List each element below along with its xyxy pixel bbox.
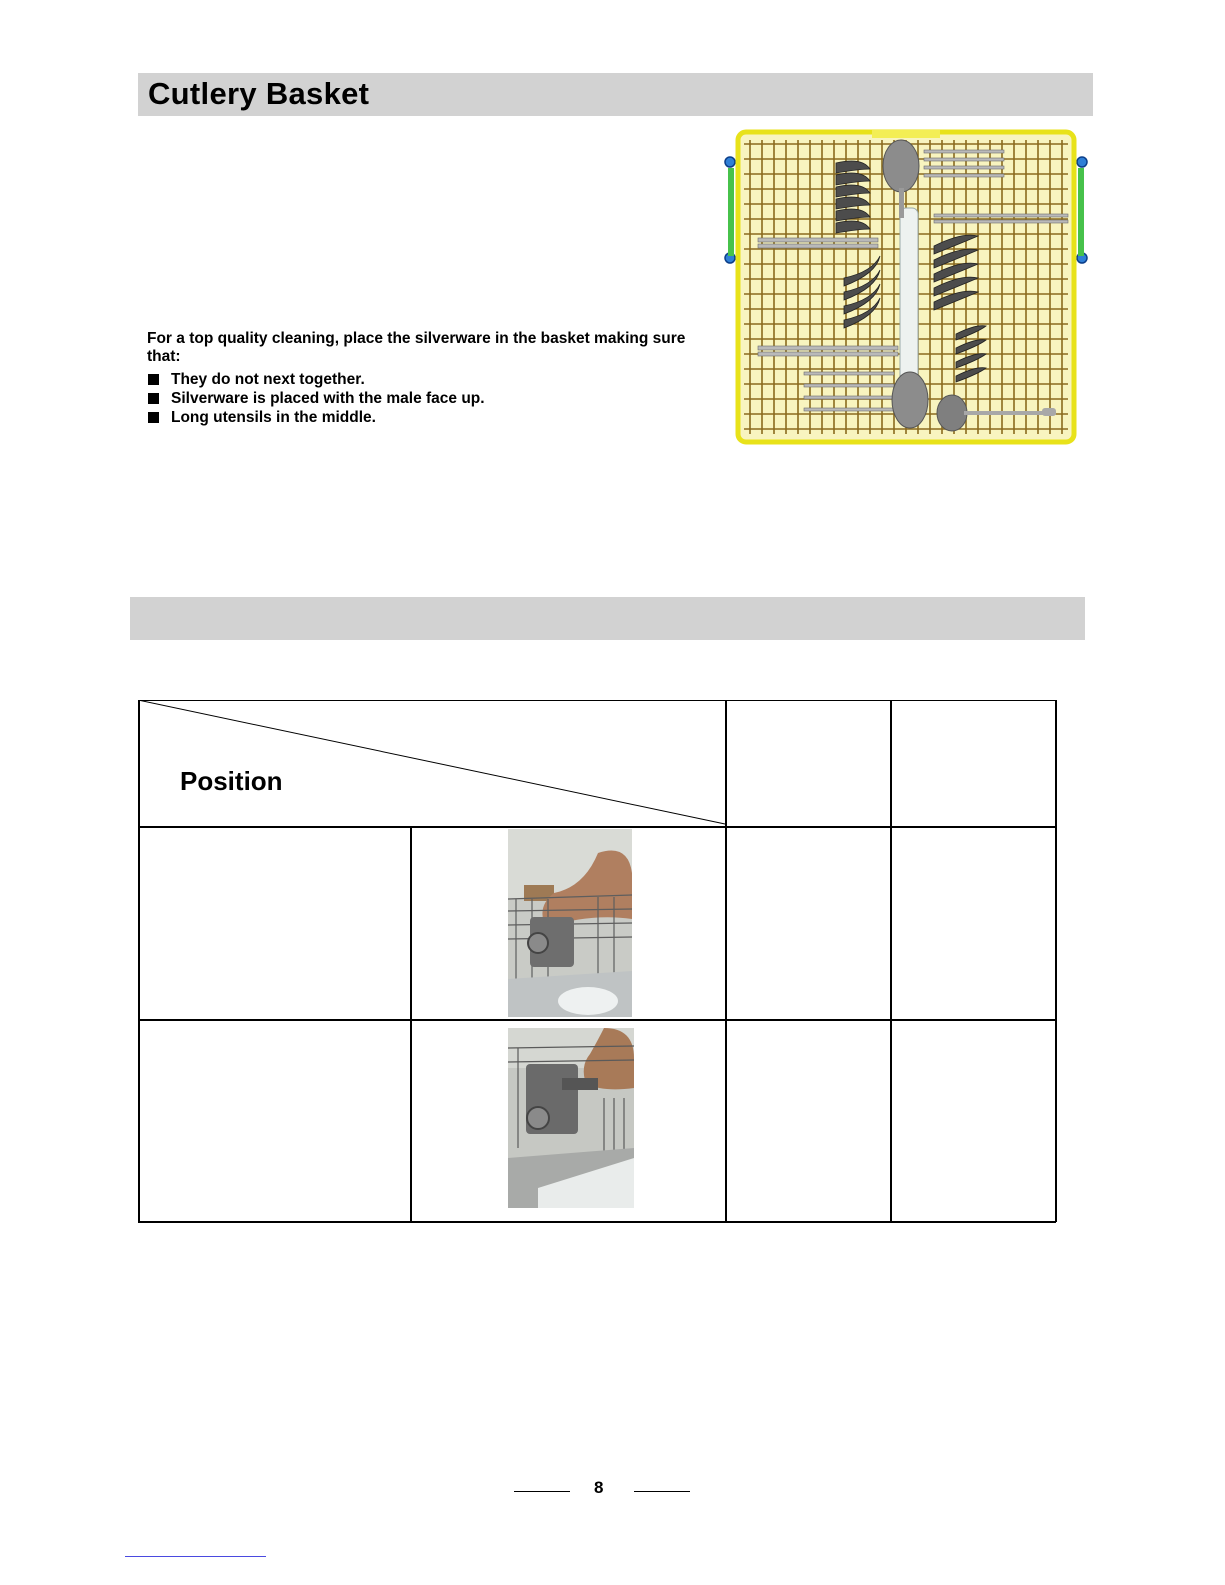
cutlery-instructions [147, 330, 707, 427]
position-header-label: Position [180, 766, 283, 796]
table-border-bottom [138, 1221, 1056, 1223]
table-col-divider [410, 826, 412, 1222]
instruction-item: Long utensils in the middle. [147, 408, 707, 427]
rack-adjuster-photo [508, 1028, 634, 1208]
square-bullet-icon [148, 393, 159, 404]
table-border-right [1055, 700, 1057, 1222]
page-footer [514, 1475, 690, 1503]
footer-rule-right [634, 1491, 690, 1492]
instruction-item: They do not next together. [147, 370, 707, 389]
footer-rule-left [514, 1491, 570, 1492]
header-diagonal-line [138, 700, 726, 827]
table-row-divider [138, 1019, 1056, 1021]
section-header-bar-2 [130, 597, 1085, 640]
instruction-item: Silverware is placed with the male face up. [147, 389, 707, 408]
cutlery-basket-illustration [724, 128, 1088, 446]
table-col-divider [890, 700, 892, 1222]
position-table [138, 700, 1056, 1222]
footer-link-underline [125, 1556, 266, 1557]
section-title: Cutlery Basket [148, 76, 370, 111]
rack-adjuster-photo [508, 829, 632, 1017]
instructions-lead: For a top quality cleaning, place the silverware in the basket making sure that: [147, 330, 686, 365]
square-bullet-icon [148, 374, 159, 385]
section-header-bar [138, 73, 1093, 116]
instructions-list [147, 370, 707, 427]
square-bullet-icon [148, 412, 159, 423]
page-number: 8 [594, 1478, 604, 1497]
